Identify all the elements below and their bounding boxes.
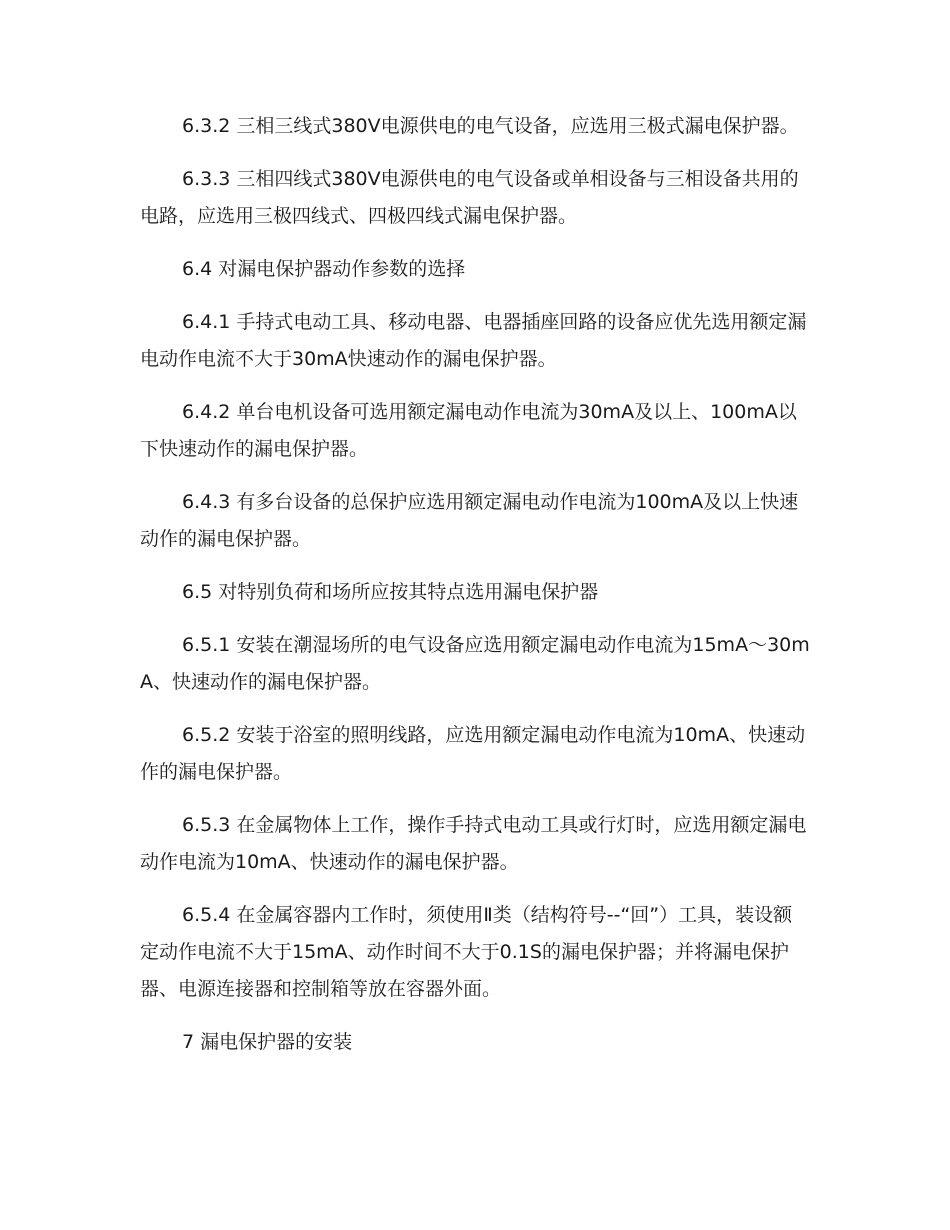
document-body: [140, 108, 810, 1077]
section-heading-7: 7 漏电保护器的安装: [182, 1031, 353, 1053]
paragraph-6-3-2: 6.3.2 三相三线式380V电源供电的电气设备，应选用三极式漏电保护器。: [182, 115, 799, 137]
section-heading-6-5: 6.5 对特别负荷和场所应按其特点选用漏电保护器: [182, 581, 599, 603]
paragraph-6-4-2: 6.4.2 单台电机设备可选用额定漏电动作电流为30mA及以上、100mA以下快速动作的漏电保护器。: [140, 401, 797, 460]
paragraph-6-4-1: 6.4.1 手持式电动工具、移动电器、电器插座回路的设备应优先选用额定漏电动作电流不大于30mA快速动作的漏电保护器。: [140, 311, 807, 370]
paragraph-6-4-3: 6.4.3 有多台设备的总保护应选用额定漏电动作电流为100mA及以上快速动作的漏电保护器。: [140, 491, 799, 550]
paragraph-6-5-1: 6.5.1 安装在潮湿场所的电气设备应选用额定漏电动作电流为15mA～30mA、快速动作的漏电保护器。: [140, 634, 810, 693]
paragraph-6-5-3: 6.5.3 在金属物体上工作，操作手持式电动工具或行灯时，应选用额定漏电动作电流为10mA、快速动作的漏电保护器。: [140, 814, 807, 873]
paragraph-6-3-3: 6.3.3 三相四线式380V电源供电的电气设备或单相设备与三相设备共用的电路，应选用三极四线式、四极四线式漏电保护器。: [140, 168, 799, 227]
section-heading-6-4: 6.4 对漏电保护器动作参数的选择: [182, 258, 466, 280]
paragraph-6-5-2: 6.5.2 安装于浴室的照明线路，应选用额定漏电动作电流为10mA、快速动作的漏电保护器。: [140, 724, 806, 783]
paragraph-6-5-4: 6.5.4 在金属容器内工作时，须使用Ⅱ类（结构符号--“回”）工具，装设额定动作电流不大于15mA、动作时间不大于0.1S的漏电保护器；并将漏电保护器、电源连接器和控制箱等放在容器外面。: [140, 904, 793, 1000]
